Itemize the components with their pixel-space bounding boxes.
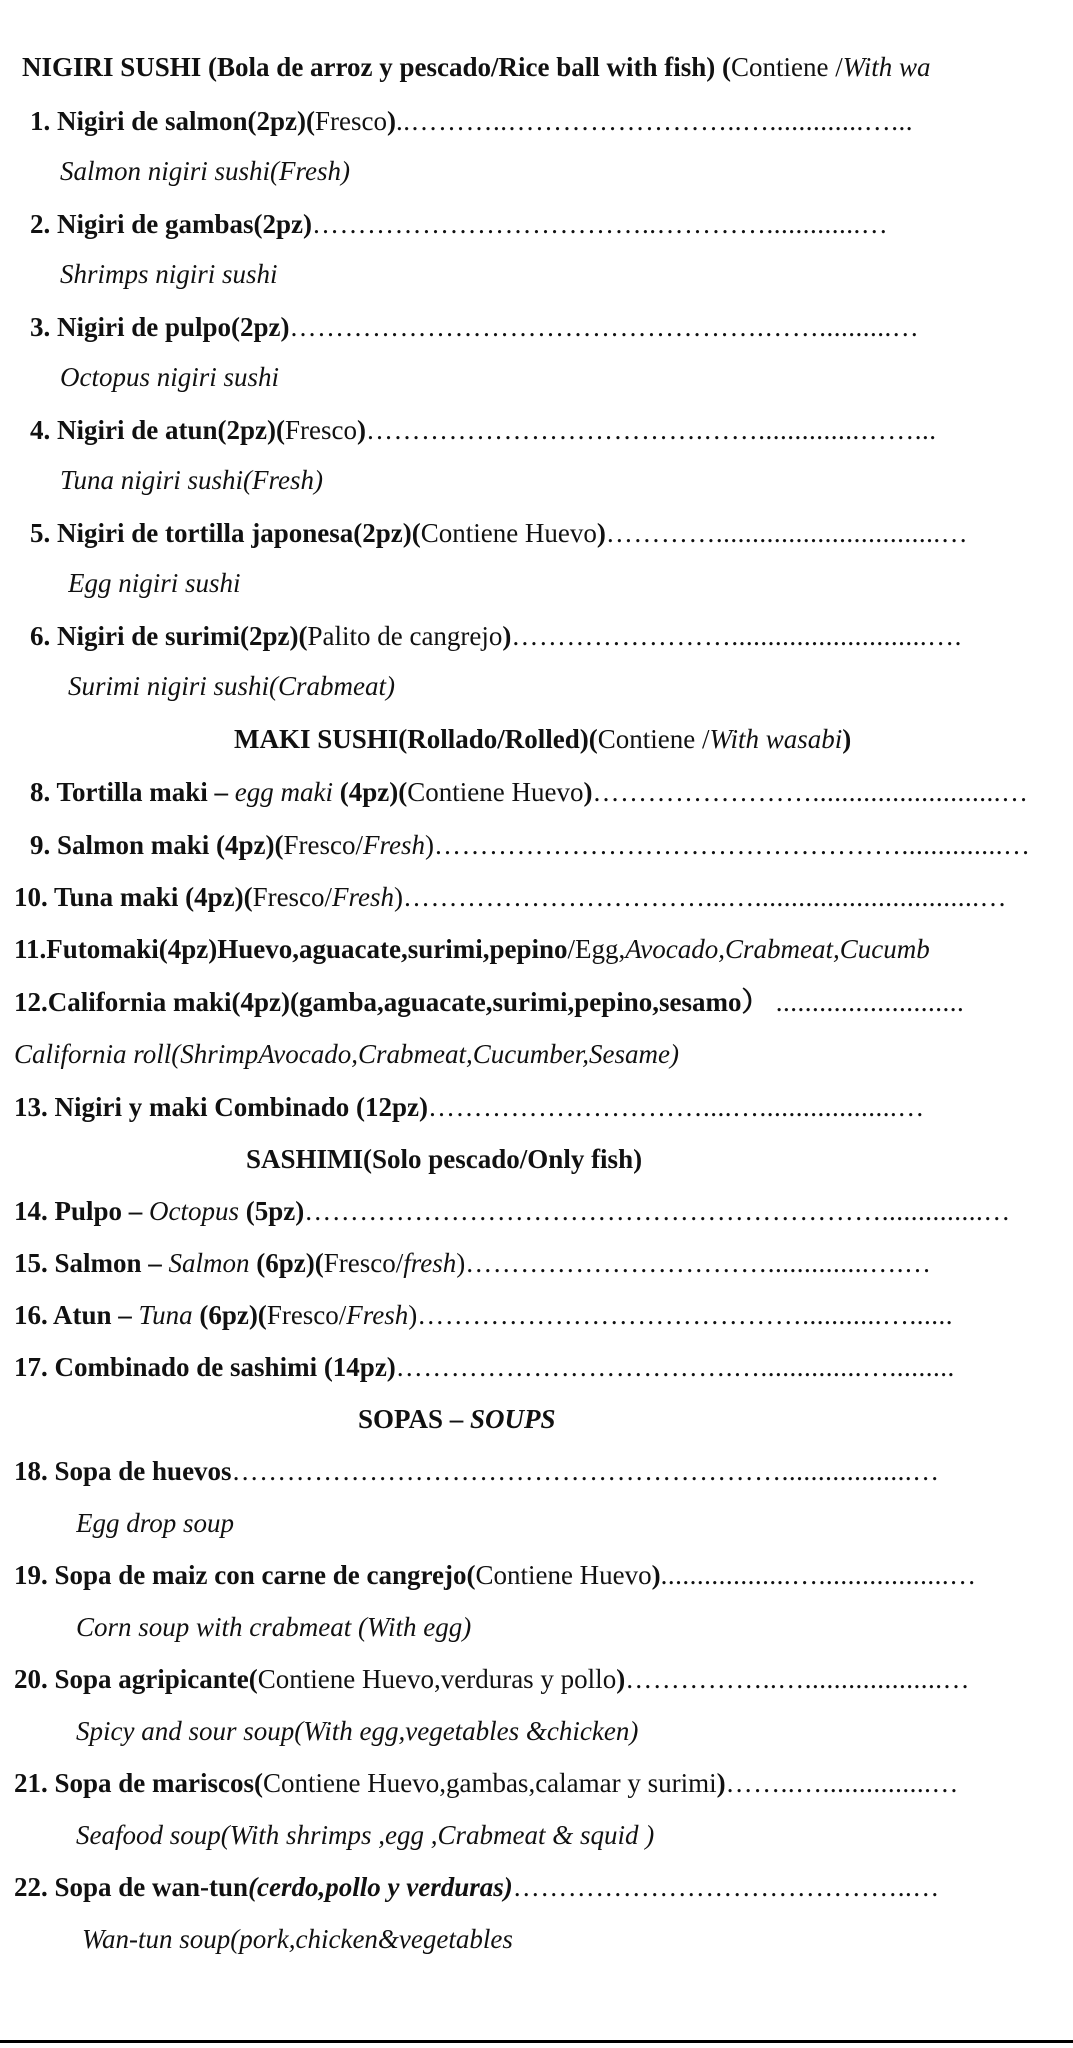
menu-item-8: 8. Tortilla maki – egg maki (4pz)(Contiene Huevo)……………………..........................… [30, 777, 1029, 807]
menu-item-1: 1. Nigiri de salmon(2pz)(Fresco)..………..……………………..….............…... [30, 106, 913, 136]
menu-item-3-english: Octopus nigiri sushi [60, 362, 280, 392]
menu-item-17: 17. Combinado de sashimi (14pz)……………………………….…..............…......... [14, 1352, 955, 1382]
menu-item-14: 14. Pulpo – Octopus (5pz)………………………………………………………..............… [14, 1196, 1011, 1226]
menu-item-20-english: Spicy and sour soup(With egg,vegetables &chicken) [76, 1716, 639, 1746]
page-bottom-rule [0, 2040, 1073, 2043]
menu-item-16: 16. Atun – Tuna (6pz)(Fresco/Fresh)……………………………………...........…...... [14, 1300, 954, 1330]
menu-item-2-english: Shrimps nigiri sushi [60, 259, 278, 289]
menu-item-13: 13. Nigiri y maki Combinado (12pz)…………………………....…...................… [14, 1092, 925, 1122]
menu-item-6-english: Surimi nigiri sushi(Crabmeat) [68, 671, 396, 701]
menu-item-15: 15. Salmon – Salmon (6pz)(Fresco/fresh)……………………………..............….… [14, 1248, 932, 1278]
menu-item-5: 5. Nigiri de tortilla japonesa(2pz)(Contiene Huevo)…………...............................… [30, 518, 969, 548]
maki-section-heading: MAKI SUSHI(Rollado/Rolled)(Contiene /With wasabi) [234, 724, 852, 754]
menu-item-19-english: Corn soup with crabmeat (With egg) [76, 1612, 472, 1642]
menu-item-1-english: Salmon nigiri sushi(Fresh) [60, 156, 350, 186]
menu-item-21: 21. Sopa de mariscos(Contiene Huevo,gambas,calamar y surimi)……..…...............… [14, 1768, 959, 1798]
menu-item-9: 9. Salmon maki (4pz)(Fresco/Fresh)……………………………………………..............… [30, 830, 1031, 860]
menu-item-22: 22. Sopa de wan-tun(cerdo,pollo y verduras)……………………………………..… [14, 1872, 940, 1902]
menu-item-3: 3. Nigiri de pulpo(2pz)…………………………………………….……..........… [30, 312, 920, 342]
menu-item-22-english: Wan-tun soup(pork,chicken&vegetables [82, 1924, 513, 1954]
menu-item-4-english: Tuna nigiri sushi(Fresh) [60, 465, 324, 495]
menu-item-4: 4. Nigiri de atun(2pz)(Fresco)……………………………….……..............……... [30, 415, 937, 445]
menu-item-20: 20. Sopa agripicante(Contiene Huevo,verduras y pollo)……………..…...................… [14, 1664, 970, 1694]
menu-item-19: 19. Sopa de maiz con carne de cangrejo(Contiene Huevo)..................…..................… [14, 1560, 977, 1590]
menu-item-11: 11.Futomaki(4pz)Huevo,aguacate,surimi,pepino/Egg,Avocado,Crabmeat,Cucumb [14, 934, 930, 964]
sashimi-section-heading: SASHIMI(Solo pescado/Only fish) [246, 1144, 643, 1174]
menu-item-6: 6. Nigiri de surimi(2pz)(Palito de cangrejo)……………………...........................…. [30, 621, 962, 651]
menu-item-18-english: Egg drop soup [76, 1508, 235, 1538]
menu-item-21-english: Seafood soup(With shrimps ,egg ,Crabmeat & squid ) [76, 1820, 655, 1850]
menu-item-12-english: California roll(ShrimpAvocado,Crabmeat,Cucumber,Sesame) [14, 1039, 679, 1069]
menu-item-18: 18. Sopa de huevos……………………………………………………..................… [14, 1456, 940, 1486]
menu-item-5-english: Egg nigiri sushi [68, 568, 241, 598]
soups-section-heading: SOPAS – SOUPS [358, 1404, 556, 1434]
nigiri-section-heading: NIGIRI SUSHI (Bola de arroz y pescado/Rice ball with fish) (Contiene /With wa [22, 52, 931, 82]
menu-item-12: 12.California maki(4pz)(gamba,aguacate,surimi,pepino,sesamo） .......................... [14, 987, 965, 1017]
menu-item-10: 10. Tuna maki (4pz)(Fresco/Fresh)……………………………...…...............................… [14, 882, 1008, 912]
menu-item-2: 2. Nigiri de gambas(2pz)………………………………..………….............… [30, 209, 889, 239]
